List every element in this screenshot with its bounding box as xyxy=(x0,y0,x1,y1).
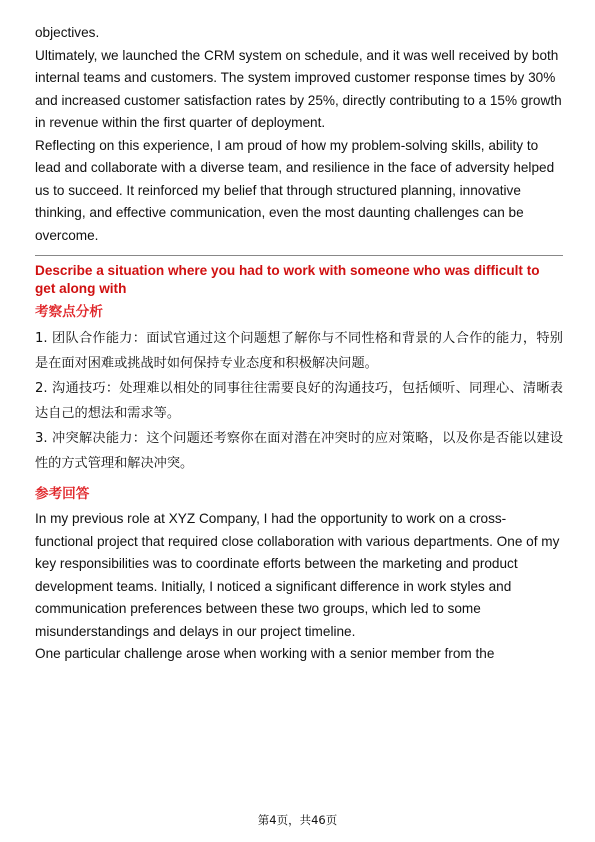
analysis-item-3: 3. 冲突解决能力：这个问题还考察你在面对潜在冲突时的应对策略，以及你是否能以建设性的方式管理和解决冲突。 xyxy=(35,431,563,471)
analysis-item-1: 1. 团队合作能力：面试官通过这个问题想了解你与不同性格和背景的人合作的能力，特别是在面对困难或挑战时如何保持专业态度和积极解决问题。 xyxy=(35,331,563,371)
intro-paragraph-3: Reflecting on this experience, I am proud of how my problem-solving skills, ability to lead and collaborate with a diverse team, and resilience in the face of adversity helped us to succeed. It reinforced my belief that through structured planning, innovative thinking, and effective communication, even the most daunting challenges can be overcome. xyxy=(35,137,555,243)
answer-paragraph-1: In my previous role at XYZ Company, I had the opportunity to work on a cross-functional project that required close collaboration with various departments. One of my key responsibilities was to coordinate efforts between the marketing and product development teams. Initially, I noticed a significant difference in work styles and communication preferences between these two groups, which led to some misunderstandings and delays in our project timeline. xyxy=(35,511,560,639)
intro-paragraph-1: objectives. xyxy=(35,25,100,40)
answer-heading: 参考回答 xyxy=(35,486,90,501)
question-title: Describe a situation where you had to work with someone who was difficult to get along with xyxy=(35,263,540,296)
intro-paragraph-2: Ultimately, we launched the CRM system on schedule, and it was well received by both internal teams and customers. The system improved customer response times by 30% and increased customer satisfaction rates by 25%, directly contributing to a 15% growth in revenue within the first quarter of deployment. xyxy=(35,47,562,130)
answer-paragraph-2: One particular challenge arose when working with a senior member from the xyxy=(35,646,495,661)
analysis-item-2: 2. 沟通技巧：处理难以相处的同事往往需要良好的沟通技巧，包括倾听、同理心、清晰表达自己的想法和需求等。 xyxy=(35,381,563,421)
document-page xyxy=(35,22,563,666)
analysis-heading: 考察点分析 xyxy=(35,304,103,319)
section-divider xyxy=(35,255,563,256)
page-number-footer: 第4页，共46页 xyxy=(257,813,338,827)
